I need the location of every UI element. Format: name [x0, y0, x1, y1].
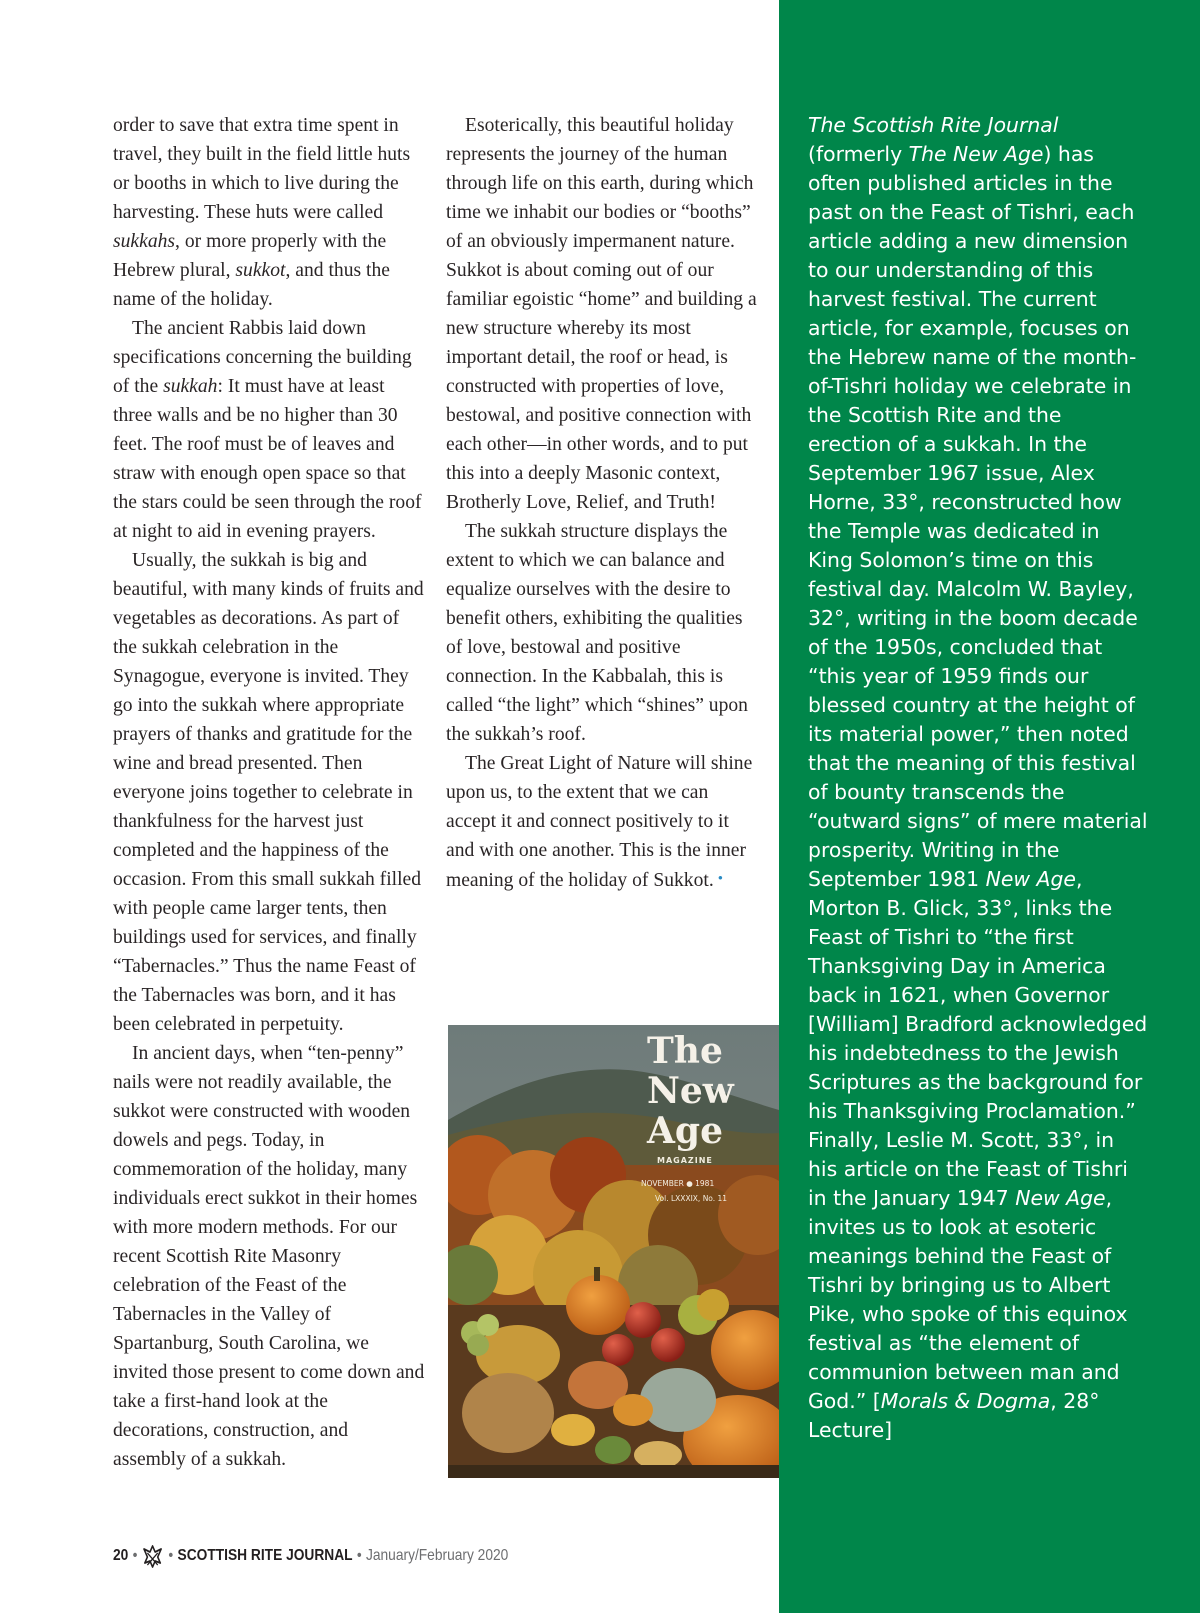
sidebar-italic-8: Morals & Dogma	[880, 1389, 1051, 1413]
paragraph-2: The sukkah structure displays the extent to which we can balance and equalize ourselves with the desire to benefit others, exhibiting the qualities of love, bestowal and positive connection. In the Kabbalah, this is called “the light” which “shines” upon the sukkah’s roof.	[446, 521, 748, 745]
page-footer	[113, 1544, 508, 1568]
sidebar-text: The Scottish Rite Journal (formerly The New Age) has often published articles in the past on the Feast of Tishri, each article adding a new dimension to our understanding of this harvest festival. The current article, for example, focuses on the Hebrew name of the month-of-Tishri holiday we celebrate in the Scottish Rite and the erection of a sukkah. In the September 1967 issue, Alex Horne, 33°, reconstructed how the Temple was dedicated in King Solomon’s time on this festival day. Malcolm W. Bayley, 32°, writing in the boom decade of the 1950s, concluded that “this year of 1959 finds our blessed country at the height of its material power,” then noted that the meaning of this festival of bounty transcends the “outward signs” of mere material prosperity. Writing in the September 1981 New Age, Morton B. Glick, 33°, links the Feast of Tishri to “the first Thanksgiving Day in America back in 1621, when Governor [William] Bradford acknowledged his indebtedness to the Jewish Scriptures as the background for his Thanksgiving Proclamation.” Finally, Leslie M. Scott, 33°, in his article on the Feast of Tishri in the January 1947 New Age, invites us to look at esoteric meanings behind the Feast of Tishri by bringing us to Albert Pike, who spoke of this equinox festival as “the element of communion between man and God.” [Morals & Dogma, 28° Lecture]	[808, 113, 1148, 1442]
article-column-1	[113, 111, 425, 1474]
cover-magazine-label: MAGAZINE	[657, 1156, 713, 1165]
paragraph-1-italic-3: sukkot	[235, 260, 286, 281]
cover-date: NOVEMBER ● 1981	[641, 1179, 715, 1188]
issue-date: January/February 2020	[366, 1547, 509, 1564]
paragraph-2-italic-1: sukkah	[163, 376, 218, 397]
journal-name: SCOTTISH RITE JOURNAL	[177, 1547, 353, 1564]
end-of-article-mark: •	[717, 871, 724, 887]
article-column-2	[446, 111, 758, 895]
footer-separator-2: •	[168, 1547, 174, 1564]
paragraph-3: Usually, the sukkah is big and beautiful, with many kinds of fruits and vegetables as decorations. As part of the sukkah celebration in the Synagogue, everyone is invited. They go into the sukkah where appropriate prayers of thanks and gratitude for the wine and bread presented. Then everyone joins together to celebrate in thankfulness for the harvest just completed and the happiness of the occasion. From this small sukkah filled with people came larger tents, then buildings used for services, and finally “Tabernacles.” Thus the name Feast of the Tabernacles was born, and it has been celebrated in perpetuity.	[113, 550, 424, 1035]
double-headed-eagle-icon	[142, 1543, 164, 1569]
paragraph-1: order to save that extra time spent in travel, they built in the field little huts or booths in which to live during the harvesting. These huts were called sukkahs, or more properly with the Hebrew plural, sukkot, and thus the name of the holiday.	[113, 115, 411, 310]
sidebar-italic-6: New Age	[1015, 1186, 1106, 1210]
new-age-cover-image	[448, 1025, 779, 1478]
sidebar-italic-2: The New Age	[908, 142, 1044, 166]
page-number: 20	[113, 1547, 129, 1564]
sidebar-italic-0: The Scottish Rite Journal	[808, 113, 1059, 137]
paragraph-4: In ancient days, when “ten-penny” nails were not readily available, the sukkot were constructed with wooden dowels and pegs. Today, in commemoration of the holiday, many individuals erect sukkot in their homes with more modern methods. For our recent Scottish Rite Masonry celebration of the Feast of the Tabernacles in the Valley of Spartanburg, South Carolina, we invited those present to come down and take a first-hand look at the decorations, construction, and assembly of a sukkah.	[113, 1043, 425, 1470]
footer-separator-3: •	[356, 1547, 362, 1564]
paragraph-1-italic-1: sukkahs	[113, 231, 176, 252]
sidebar-italic-4: New Age	[985, 867, 1076, 891]
paragraph-1: Esoterically, this beautiful holiday represents the journey of the human through life on this earth, during which time we inhabit our bodies or “booths” of an obviously impermanent nature. Sukkot is about coming out of our familiar egoistic “home” and building a new structure whereby its most important detail, the roof or head, is constructed with properties of love, bestowal, and positive connection with each other—in other words, and to put this into a deeply Masonic context, Brotherly Love, Relief, and Truth!	[446, 115, 757, 513]
cover-title: The New Age	[647, 1030, 734, 1152]
paragraph-2: The ancient Rabbis laid down specifications concerning the building of the sukkah: It must have at least three walls and be no higher than 30 feet. The roof must be of leaves and straw with enough open space so that the stars could be seen through the roof at night to aid in evening prayers.	[113, 318, 422, 542]
paragraph-3: The Great Light of Nature will shine upon us, to the extent that we can accept it and connect positively to it and with one another. This is the inner meaning of the holiday of Sukkot. •	[446, 753, 753, 891]
footer-separator: •	[132, 1547, 138, 1564]
cover-volume: Vol. LXXXIX, No. 11	[655, 1194, 728, 1203]
